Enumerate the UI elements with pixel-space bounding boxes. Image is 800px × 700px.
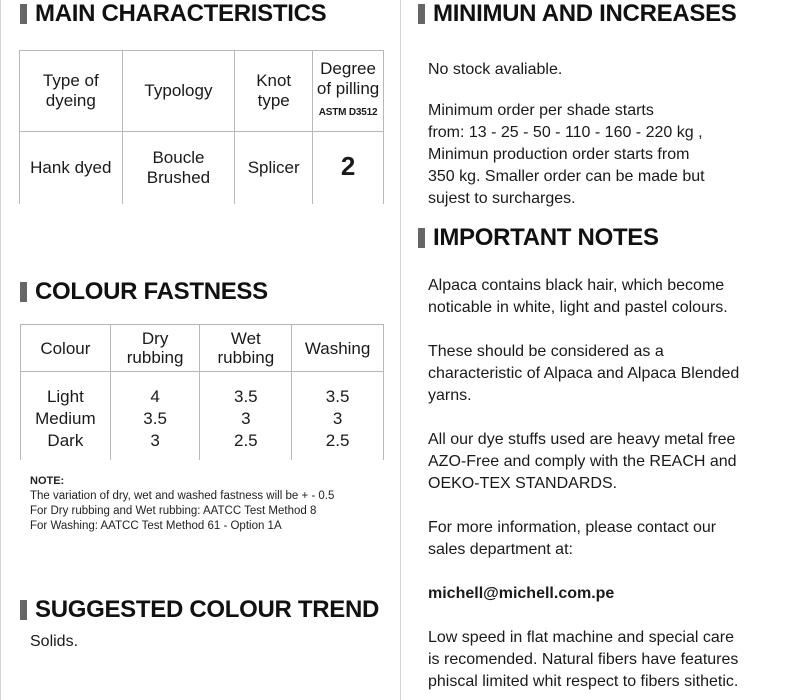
minimum-title [418, 0, 737, 28]
minimum-order-text: Minimum order per shade starts from: 13 - 25 - 50 - 110 - 160 - 220 kg , Minimun production order starts from 350 kg. Smaller order can be made but sujest to surcharges. [428, 102, 705, 207]
note-paragraph-alpaca: Alpaca contains black hair, which become noticable in white, light and pastel colours. [428, 277, 728, 316]
title-bar-icon [20, 4, 27, 24]
cell-wet: 2.5 [200, 430, 292, 460]
header-wet-rubbing: Wet rubbing [200, 325, 292, 372]
header-dyeing: Type of dyeing [20, 51, 123, 132]
colour-fastness-table [20, 324, 384, 460]
table-row [20, 132, 384, 205]
title-bar-icon [20, 600, 27, 620]
title-bar-icon [20, 282, 27, 302]
value-typology: Boucle Brushed [122, 132, 235, 205]
colour-fastness-title-text: COLOUR FASTNESS [35, 278, 268, 305]
cell-washing: 3 [292, 408, 384, 430]
header-typology: Typology [122, 51, 235, 132]
header-pilling: Degree of pilling ASTM D3512 [313, 51, 384, 132]
main-characteristics-title-text: MAIN CHARACTERISTICS [35, 0, 327, 27]
note-paragraph-characteristic: These should be considered as a characteristic of Alpaca and Alpaca Blended yarns. [428, 343, 740, 404]
cell-dry: 3.5 [110, 408, 200, 430]
title-bar-icon [418, 4, 425, 24]
cell-washing: 3.5 [292, 372, 384, 409]
table-row [21, 430, 384, 460]
table-header-row [20, 51, 384, 132]
cell-wet: 3 [200, 408, 292, 430]
note-paragraph-dye: All our dye stuffs used are heavy metal free AZO-Free and comply with the REACH and OEKO-TEX STANDARDS. [428, 431, 737, 492]
suggested-trend-text: Solids. [30, 633, 79, 650]
cell-washing: 2.5 [292, 430, 384, 460]
note-line: For Dry rubbing and Wet rubbing: AATCC Test Method 8 [30, 505, 317, 517]
header-colour: Colour [21, 325, 111, 372]
header-washing: Washing [292, 325, 384, 372]
cell-dry: 4 [110, 372, 200, 409]
header-dry-rubbing: Dry rubbing [110, 325, 200, 372]
pilling-standard: ASTM D3512 [318, 107, 378, 118]
note-title: NOTE: [30, 475, 65, 487]
value-pilling: 2 [313, 132, 384, 205]
cell-colour: Light [21, 372, 111, 409]
main-characteristics-title [20, 0, 326, 28]
value-dyeing: Hank dyed [20, 132, 123, 205]
table-header-row [21, 325, 384, 372]
note-paragraph-contact: For more information, please contact our sales department at: [428, 519, 717, 558]
title-bar-icon [418, 228, 425, 248]
main-characteristics-table [19, 50, 384, 204]
cell-colour: Dark [21, 430, 111, 460]
table-row [21, 408, 384, 430]
important-notes-title-text: IMPORTANT NOTES [433, 224, 659, 251]
left-edge-divider [0, 0, 1, 700]
cell-dry: 3 [110, 430, 200, 460]
colour-fastness-title [20, 278, 268, 306]
table-row [21, 372, 384, 409]
value-knot: Splicer [235, 132, 313, 205]
note-paragraph-machine: Low speed in flat machine and special care is recomended. Natural fibers have features phiscal limited whit respect to fibers sithetic. [428, 629, 739, 690]
fastness-note [30, 474, 334, 534]
stock-text: No stock avaliable. [428, 61, 563, 78]
minimum-title-text: MINIMUN AND INCREASES [433, 0, 737, 27]
email-link[interactable]: michell@michell.com.pe [428, 585, 615, 602]
suggested-trend-title-text: SUGGESTED COLOUR TREND [35, 596, 380, 623]
cell-wet: 3.5 [200, 372, 292, 409]
header-knot: Knot type [235, 51, 313, 132]
note-line: The variation of dry, wet and washed fastness will be + - 0.5 [30, 490, 335, 502]
important-notes-title [418, 224, 659, 252]
note-line: For Washing: AATCC Test Method 61 - Option 1A [30, 520, 282, 532]
column-divider [400, 0, 401, 700]
suggested-trend-title [20, 596, 379, 624]
cell-colour: Medium [21, 408, 111, 430]
